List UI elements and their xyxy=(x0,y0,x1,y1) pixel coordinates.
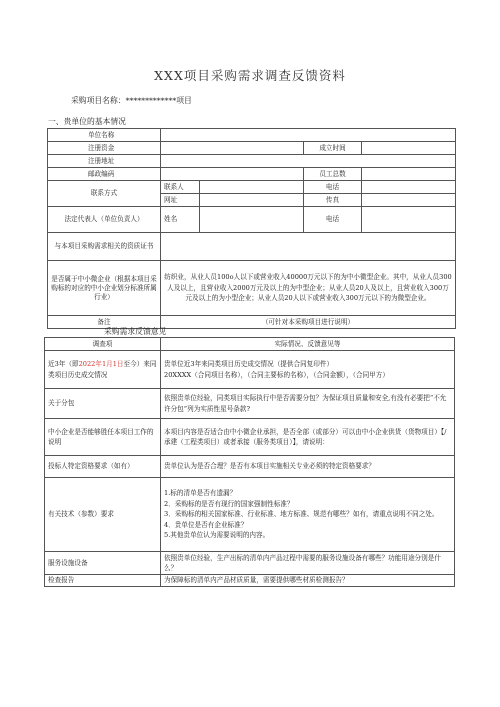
remark-label: 备注 xyxy=(48,316,161,329)
inspection-label: 检查报告 xyxy=(45,575,161,587)
qualification-req-text: 贵单位认为是否合理？是否有本项目实施相关专业必须的特定资格要求？ xyxy=(161,456,455,478)
sme-text: 纺织业，从业人员100o人以下或营业收入40000万元以下的为中小微型企业。其中，从业人员300人及以上，且营业收入2000万元及以上的为中型企业；从业人员20人及以上，且营业收入300万元及以上的为小型企业；从业人员20人以下或营业收入300万元以下的为微型企业。 xyxy=(161,261,456,316)
contact-person-label: 联系人 xyxy=(161,181,200,194)
qualification-label: 与本项目采购需求相关的资质证书 xyxy=(48,233,161,261)
fax-value xyxy=(362,194,456,207)
table-row xyxy=(48,129,456,142)
history-label: 近3年（即2022年1月1日至今）来同类项目历史成交情况 xyxy=(45,351,161,389)
phone-value xyxy=(362,181,456,194)
table-row xyxy=(48,155,456,168)
staff-total-value xyxy=(362,168,456,181)
phone-label: 电话 xyxy=(304,181,362,194)
tech-req-list xyxy=(161,478,455,552)
table-row xyxy=(48,233,456,261)
sme-capability-label: 中小企业是否能够胜任本项目工作的说明 xyxy=(45,419,161,456)
legal-rep-label: 法定代表人（单位负责人） xyxy=(48,207,161,233)
list-item: 4．贵单位是否有企业标准？ xyxy=(164,520,248,529)
project-name: 采购项目名称：*************项目 xyxy=(71,96,192,105)
list-item: 1.标的清单是否有遗漏？ xyxy=(164,489,237,498)
unit-name-label: 单位名称 xyxy=(48,129,161,142)
table-row xyxy=(48,181,456,194)
table-row xyxy=(45,389,455,419)
list-item: 5.其他贵单位认为需要说明的内容。 xyxy=(164,531,270,540)
remark-text: （可针对本采购项目进行说明） xyxy=(161,316,456,329)
basic-info-table xyxy=(47,128,456,329)
table-row xyxy=(48,168,456,181)
est-time-label: 成立时间 xyxy=(304,142,362,155)
subcontract-text: 依照贵单位经验，同类项目实际执行中是否需要分包？为保证项目质量和安全,有没有必要把“不允许分包”列为实质性星号条款? xyxy=(161,389,455,419)
postcode-value xyxy=(161,168,304,181)
list-item: 3．采购标的相关国家标准、行业标准、地方标准、规范有哪些？如有，请重点说明不同之处。 xyxy=(164,510,439,519)
facilities-text: 依照贵单位经验，生产出标的清单内产品过程中需要的服务设施设备有哪些？功能用途分别是什么？ xyxy=(161,552,455,575)
history-text: 贵单位近3年来同类项目历史成交情况（提供合同复印件） 20XXXX（合同项目名称），（合同主要标的名称），（合同金额），（合同甲方） xyxy=(161,351,455,389)
reg-address-label: 注册地址 xyxy=(48,155,161,168)
table-row xyxy=(45,478,455,552)
tech-req-label: 有关技术（参数）要求 xyxy=(45,478,161,552)
qualification-req-label: 投标人特定资格要求（如有） xyxy=(45,456,161,478)
sme-label: 是否属于中小微企业（根据本项目采购标的对应的中小企业划分标准所属行业） xyxy=(48,261,161,316)
contact-method-label: 联系方式 xyxy=(48,181,161,207)
history-date: 2022年1月1日 xyxy=(78,360,124,368)
legal-rep-phone-value xyxy=(362,207,456,233)
table-row xyxy=(48,261,456,316)
list-item: 2．采购标的是否有现行的国家强制性标准？ xyxy=(164,499,294,508)
subcontract-label: 关于分包 xyxy=(45,389,161,419)
table-row xyxy=(45,456,455,478)
table-row xyxy=(45,552,455,575)
table-row xyxy=(48,207,456,233)
staff-total-label: 员工总数 xyxy=(304,168,362,181)
website-value xyxy=(200,194,304,207)
est-time-value xyxy=(362,142,456,155)
unit-name-value xyxy=(161,129,456,142)
table-row xyxy=(45,575,455,587)
table-row xyxy=(45,338,455,351)
inspection-text: 为保障标的清单内产品材质质量，需要提供哪些材质检测报告？ xyxy=(161,575,455,587)
feedback-col-header-detail: 实际情况、反馈意见等 xyxy=(161,338,455,351)
section-basic-heading: 一、贵单位的基本情况 xyxy=(48,117,126,126)
contact-person-value xyxy=(200,181,304,194)
legal-rep-name-value xyxy=(200,207,304,233)
section-feedback-heading: 采购需求反馈意见 xyxy=(104,327,167,336)
fax-label: 传真 xyxy=(304,194,362,207)
qualification-value xyxy=(161,233,456,261)
reg-capital-value xyxy=(161,142,304,155)
legal-rep-phone-label: 电话 xyxy=(304,207,362,233)
table-row xyxy=(45,419,455,456)
facilities-label: 服务设施设备 xyxy=(45,552,161,575)
website-label: 网址 xyxy=(161,194,200,207)
reg-address-value xyxy=(161,155,456,168)
feedback-table xyxy=(44,337,455,587)
table-row xyxy=(45,351,455,389)
postcode-label: 邮政编码 xyxy=(48,168,161,181)
table-row xyxy=(48,142,456,155)
sme-capability-text: 本项目内容是否适合由中小微企业承担，是否全部（或部分）可以由中小企业供货（货物项目）【/承建（工程类项目）或者承接（服务类项目）】，请说明： xyxy=(161,419,455,456)
feedback-col-header-item: 调查项 xyxy=(45,338,161,351)
reg-capital-label: 注册资金 xyxy=(48,142,161,155)
legal-rep-name-label: 姓名 xyxy=(161,207,200,233)
page-title: XXX项目采购需求调查反馈资料 xyxy=(154,68,346,83)
